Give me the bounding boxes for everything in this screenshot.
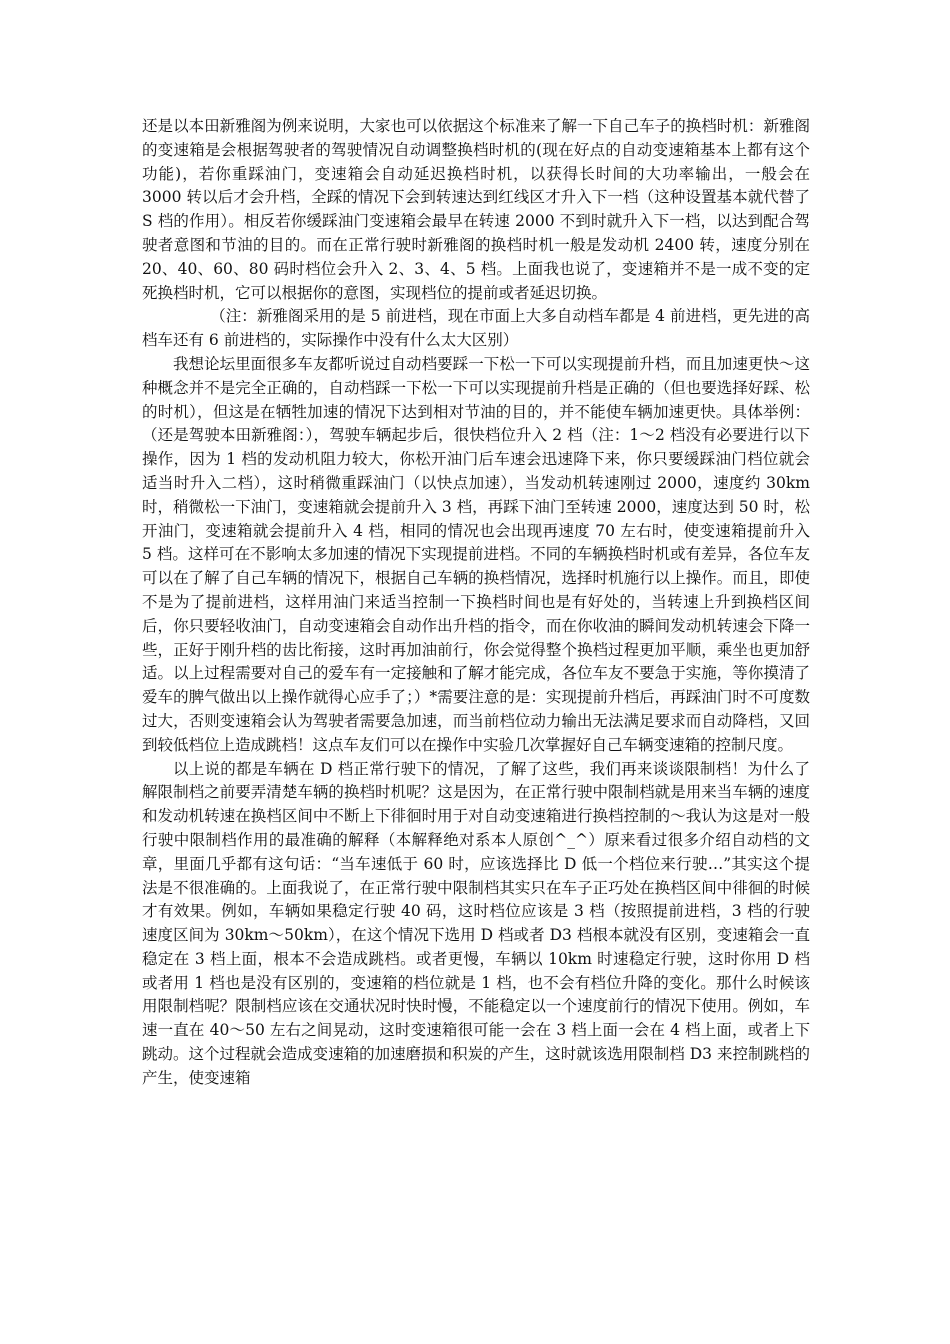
document-body (142, 115, 810, 1091)
paragraph-early-upshift: 我想论坛里面很多车友都听说过自动档要踩一下松一下可以实现提前升档，而且加速更快～这种概念并不是完全正确的，自动档踩一下松一下可以实现提前升档是正确的（但也要选择好踩、松的时机），但这是在牺牲加速的情况下达到相对节油的目的，并不能使车辆加速更快。具体举例：（还是驾驶本田新雅阁：），驾驶车辆起步后，很快档位升入 2 档（注：1～2 档没有必要进行以下操作，因为 1 档的发动机阻力较大，你松开油门后车速会迅速降下来，你只要缓踩油门档位就会适当时升入二档），这时稍微重踩油门（以快点加速），当发动机转速刚过 2000，速度约 30km 时，稍微松一下油门，变速箱就会提前升入 3 档，再踩下油门至转速 2000，速度达到 50 时，松开油门，变速箱就会提前升入 4 档，相同的情况也会出现再速度 70 左右时，使变速箱提前升入 5 档。这样可在不影响太多加速的情况下实现提前进档。不同的车辆换档时机或有差异，各位车友可以在了解了自己车辆的情况下，根据自己车辆的换档情况，选择时机施行以上操作。而且，即使不是为了提前进档，这样用油门来适当控制一下换档时间也是有好处的，当转速上升到换档区间后，你只要轻收油门，自动变速箱会自动作出升档的指令，而在你收油的瞬间发动机转速会下降一些，正好于刚升档的齿比衔接，这时再加油前行，你会觉得整个换档过程更加平顺，乘坐也更加舒适。以上过程需要对自己的爱车有一定接触和了解才能完成，各位车友不要急于实施，等你摸清了爱车的脾气做出以上操作就得心应手了；）*需要注意的是：实现提前升档后，再踩油门时不可度数过大，否则变速箱会认为驾驶者需要急加速，而当前档位动力输出无法满足要求而自动降档，又回到较低档位上造成跳档！这点车友们可以在操作中实验几次掌握好自己车辆变速箱的控制尺度。 (142, 354, 810, 754)
paragraph-limit-gear: 以上说的都是车辆在 D 档正常行驶下的情况，了解了这些，我们再来谈谈限制档！为什么了解限制档之前要弄清楚车辆的换档时机呢？这是因为，在正常行驶中限制档就是用来当车辆的速度和发动机转速在换档区间中不断上下徘徊时用于对自动变速箱进行换档控制的～我认为这是对一般行驶中限制档作用的最准确的解释（本解释绝对系本人原创^_^）原来看过很多介绍自动档的文章，里面几乎都有这句话：“当车速低于 60 时，应该选择比 D 低一个档位来行驶…”其实这个提法是不很准确的。上面我说了，在正常行驶中限制档其实只在车子正巧处在换档区间中徘徊的时候才有效果。例如，车辆如果稳定行驶 40 码，这时档位应该是 3 档（按照提前进档，3 档的行驶速度区间为 30km～50km），在这个情况下选用 D 档或者 D3 档根本就没有区别，变速箱会一直稳定在 3 档上面，根本不会造成跳档。或者更慢，车辆以 10km 时速稳定行驶，这时你用 D 档或者用 1 档也是没有区别的，变速箱的档位就是 1 档，也不会有档位升降的变化。那什么时候该用限制档呢？限制档应该在交通状况时快时慢，不能稳定以一个速度前行的情况下使用。例如，车速一直在 40～50 左右之间晃动，这时变速箱很可能一会在 3 档上面一会在 4 档上面，或者上下跳动。这个过程就会造成变速箱的加速磨损和积炭的产生，这时就该选用限制档 D3 来控制跳档的产生，使变速箱 (142, 759, 810, 1087)
paragraph-gear-note: （注：新雅阁采用的是 5 前进档，现在市面上大多自动档车都是 4 前进档，更先进的高档车还有 6 前进档的，实际操作中没有什么太大区别） (142, 307, 810, 350)
paragraph-shift-timing: 还是以本田新雅阁为例来说明，大家也可以依据这个标准来了解一下自己车子的换档时机：新雅阁的变速箱是会根据驾驶者的驾驶情况自动调整换档时机的(现在好点的自动变速箱基本上都有这个功能)，若你重踩油门，变速箱会自动延迟换档时机，以获得长时间的大功率输出，一般会在 3000 转以后才会升档，全踩的情况下会到转速达到红线区才升入下一档（这种设置基本就代替了 S 档的作用）。相反若你缓踩油门变速箱会最早在转速 2000 不到时就升入下一档，以达到配合驾驶者意图和节油的目的。而在正常行驶时新雅阁的换档时机一般是发动机 2400 转，速度分别在 20、40、60、80 码时档位会升入 2、3、4、5 档。上面我也说了，变速箱并不是一成不变的定死换档时机，它可以根据你的意图，实现档位的提前或者延迟切换。 (142, 117, 810, 302)
